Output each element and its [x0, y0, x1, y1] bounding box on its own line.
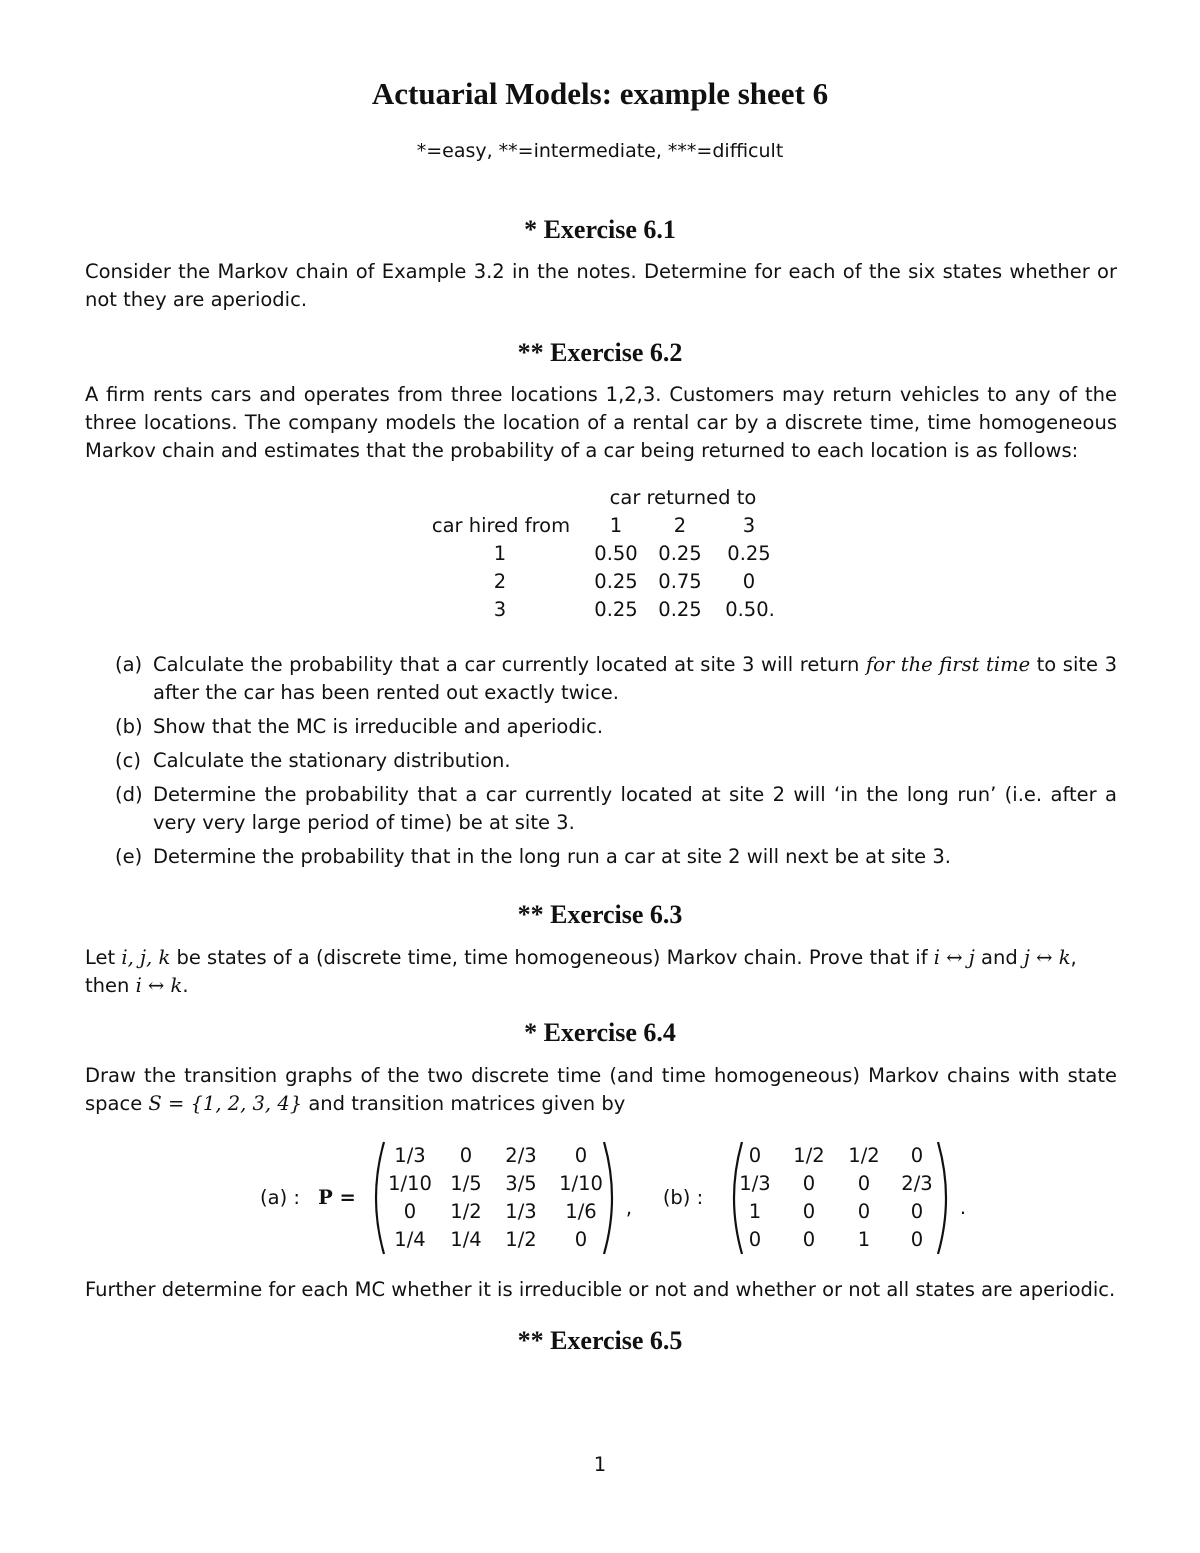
matrix-b-cell: 1 — [857, 1228, 871, 1251]
matrix-a-cell: 2/3 — [505, 1144, 537, 1167]
exercise-6-2-item-a — [115, 651, 1117, 707]
item-label: (e) — [115, 845, 143, 868]
exercise-6-2-item-b — [115, 713, 1117, 741]
table-cell: 0.25 — [594, 598, 638, 621]
matrix-a-cell: 1/5 — [450, 1172, 482, 1195]
math-communicates: i ↔ k — [135, 974, 183, 997]
item-text: Show that the MC is irreducible and aperiodic. — [153, 715, 604, 738]
item-label: (a) — [115, 653, 143, 676]
item-label: (d) — [115, 783, 143, 806]
matrix-b-cell: 0 — [910, 1144, 924, 1167]
table-cell: 0.25 — [727, 542, 771, 565]
matrix-b-cell: 2/3 — [901, 1172, 933, 1195]
exercise-6-1-heading: * Exercise 6.1 — [524, 215, 676, 244]
item-emphasis: for the first time — [865, 653, 1031, 676]
exercise-6-2-item-d — [115, 781, 1117, 837]
matrix-a-cell: 1/4 — [450, 1228, 482, 1251]
page-number: 1 — [593, 1453, 607, 1476]
matrix-b-cell: 1/3 — [739, 1172, 771, 1195]
matrix-b-cell: 0 — [802, 1228, 816, 1251]
math-state-space: S = {1, 2, 3, 4} — [148, 1092, 303, 1115]
matrix-a-cell: 1/10 — [559, 1172, 603, 1195]
comma: , — [625, 1196, 633, 1219]
matrix-a-cell: 1/10 — [388, 1172, 432, 1195]
exercise-6-4-footer: Further determine for each MC whether it is irreducible or not and whether or not all states are aperiodic. — [85, 1278, 1116, 1301]
matrix-b-cell: 0 — [857, 1172, 871, 1195]
matrix-b-cell: 1 — [748, 1200, 762, 1223]
exercise-6-5-heading: ** Exercise 6.5 — [517, 1326, 683, 1355]
matrix-b-cell: 0 — [748, 1228, 762, 1251]
matrix-a-cell: 0 — [403, 1200, 417, 1223]
matrix-b-cell: 0 — [802, 1200, 816, 1223]
exercise-6-3-text: Let i, j, k be states of a (discrete time, time homogeneous) Markov chain. Prove that if i ↔ j and j ↔ k, then i ↔ k. — [85, 946, 1077, 997]
matrix-a-cell: 1/3 — [505, 1200, 537, 1223]
table-row-label: 2 — [493, 570, 507, 593]
math-states: i, j, k — [121, 946, 171, 969]
table-cell: 0.75 — [658, 570, 702, 593]
table-col-header: 3 — [742, 514, 756, 537]
exercise-6-1-text: Consider the Markov chain of Example 3.2 in the notes. Determine for each of the six states whether or not they are aperiodic. — [85, 260, 1117, 311]
math-communicates: i ↔ j — [933, 946, 975, 969]
period: . — [959, 1196, 967, 1219]
matrix-b-cell: 0 — [910, 1228, 924, 1251]
matrix-b-cell: 0 — [748, 1144, 762, 1167]
exercise-6-2-item-c — [115, 747, 1117, 775]
table-cell: 0 — [742, 570, 756, 593]
item-text: Determine the probability that a car currently located at site 2 will ‘in the long run’ (i.e. after a very very large period of time) be at site 3. — [153, 783, 1117, 834]
exercise-6-2-heading: ** Exercise 6.2 — [517, 338, 683, 367]
item-text-tail: to site 3 after the car has been rented out exactly twice. — [153, 653, 1117, 704]
exercise-6-4-heading: * Exercise 6.4 — [524, 1018, 676, 1047]
table-row-header: car hired from — [431, 514, 571, 537]
table-cell: 0.25 — [658, 598, 702, 621]
matrix-a-label: (a) : — [260, 1186, 300, 1209]
item-label: (b) — [115, 715, 143, 738]
difficulty-legend: *=easy, **=intermediate, ***=difficult — [416, 140, 784, 162]
math-communicates: j ↔ k — [1023, 946, 1071, 969]
matrix-a-cell: 3/5 — [505, 1172, 537, 1195]
matrix-b-cell: 1/2 — [848, 1144, 880, 1167]
matrix-a-cell: 1/4 — [394, 1228, 426, 1251]
table-row-label: 1 — [493, 542, 507, 565]
matrix-b-cell: 0 — [802, 1172, 816, 1195]
matrix-a-cell: 1/2 — [450, 1200, 482, 1223]
table-cell: 0.50 — [594, 542, 638, 565]
exercise-6-3-heading: ** Exercise 6.3 — [517, 900, 683, 929]
matrix-b-cell: 0 — [910, 1200, 924, 1223]
matrix-a-cell: 1/2 — [505, 1228, 537, 1251]
matrix-b-cell: 0 — [857, 1200, 871, 1223]
item-label: (c) — [115, 749, 141, 772]
item-text: Determine the probability that in the long run a car at site 2 will next be at site 3. — [153, 845, 951, 868]
matrix-b-label: (b) : — [662, 1186, 704, 1209]
item-text: Calculate the probability that a car currently located at site 3 will return — [153, 653, 866, 676]
table-cell: 0.25 — [658, 542, 702, 565]
exercise-6-4-text: Draw the transition graphs of the two discrete time (and time homogeneous) Markov chains with state space S = {1, 2, 3, 4} and transition matrices given by — [85, 1064, 1117, 1115]
matrix-p-symbol: P = — [318, 1186, 356, 1209]
matrix-b-cell: 1/2 — [793, 1144, 825, 1167]
table-cell: 0.25 — [594, 570, 638, 593]
item-text: Calculate the stationary distribution. — [153, 749, 511, 772]
page-title: Actuarial Models: example sheet 6 — [371, 76, 829, 111]
matrix-a-cell: 1/3 — [394, 1144, 426, 1167]
table-column-group-header: car returned to — [609, 486, 757, 509]
exercise-6-2-item-e — [115, 843, 1117, 871]
matrix-a-cell: 0 — [574, 1144, 588, 1167]
table-col-header: 1 — [609, 514, 623, 537]
matrix-a-cell: 0 — [574, 1228, 588, 1251]
table-cell: 0.50. — [725, 598, 775, 621]
table-row-label: 3 — [493, 598, 507, 621]
exercise-6-2-text: A firm rents cars and operates from three locations 1,2,3. Customers may return vehicles to any of the three locations. The company models the location of a rental car by a discrete time, time homogeneous Markov chain and estimates that the probability of a car being returned to each location is as follows: — [85, 383, 1117, 462]
matrix-a-cell: 0 — [459, 1144, 473, 1167]
table-col-header: 2 — [673, 514, 687, 537]
matrix-a-cell: 1/6 — [565, 1200, 597, 1223]
